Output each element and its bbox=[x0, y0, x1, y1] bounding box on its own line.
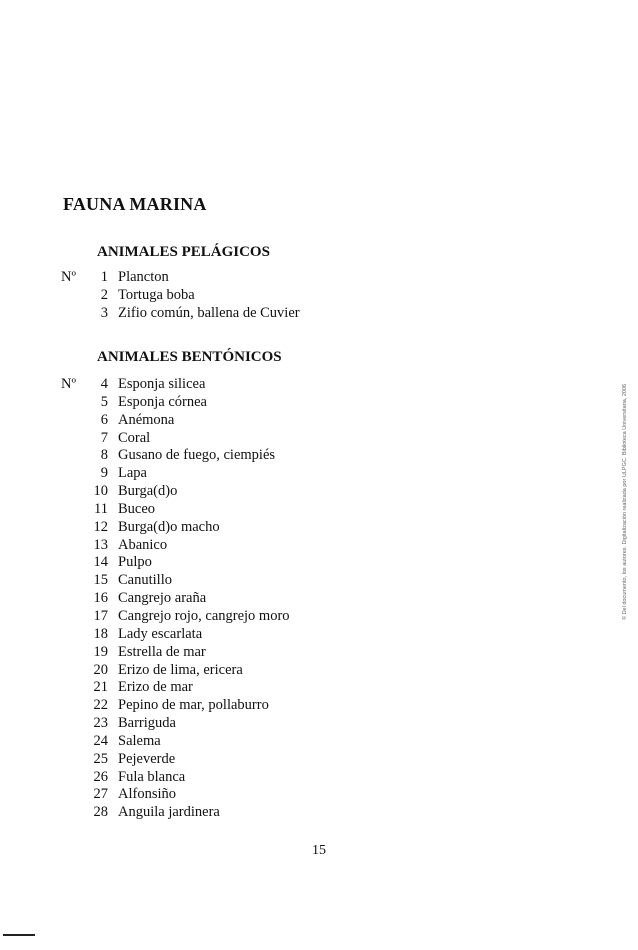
list-item bbox=[80, 287, 300, 305]
item-number: 13 bbox=[93, 536, 108, 553]
item-name: Coral bbox=[118, 429, 151, 446]
corner-rule bbox=[3, 934, 35, 936]
item-name: Fula blanca bbox=[118, 768, 186, 785]
item-number: 21 bbox=[93, 679, 108, 696]
list-item bbox=[80, 804, 290, 822]
list-item bbox=[80, 465, 290, 483]
item-number: 9 bbox=[100, 465, 108, 482]
page-title: FAUNA MARINA bbox=[63, 194, 207, 214]
list-item bbox=[80, 644, 290, 662]
item-number: 3 bbox=[100, 304, 108, 321]
item-name: Salema bbox=[118, 732, 161, 749]
number-label: Nº bbox=[61, 376, 76, 392]
item-number: 19 bbox=[93, 643, 108, 660]
list-item bbox=[80, 394, 290, 412]
item-number: 20 bbox=[93, 661, 108, 678]
list-item bbox=[80, 305, 300, 323]
list-item bbox=[80, 626, 290, 644]
list-item bbox=[80, 430, 290, 448]
item-name: Buceo bbox=[118, 500, 156, 517]
list-item bbox=[80, 751, 290, 769]
list-item bbox=[80, 608, 290, 626]
item-name: Anguila jardinera bbox=[118, 804, 220, 821]
item-number: 10 bbox=[93, 483, 108, 500]
item-number: 28 bbox=[93, 804, 108, 821]
list-item bbox=[80, 269, 300, 287]
page-number: 15 bbox=[312, 843, 326, 858]
item-number: 18 bbox=[93, 625, 108, 642]
item-name: Zifio común, ballena de Cuvier bbox=[118, 304, 300, 321]
digitization-side-note: © Del documento, los autores. Digitalización realizada por ULPGC. Biblioteca Universitaria, 2006 bbox=[622, 383, 628, 620]
list-item bbox=[80, 554, 290, 572]
item-number: 8 bbox=[100, 447, 108, 464]
list-item bbox=[80, 715, 290, 733]
item-name: Cangrejo araña bbox=[118, 590, 207, 607]
item-number: 2 bbox=[100, 286, 108, 303]
item-name: Burga(d)o bbox=[118, 483, 178, 500]
item-number: 24 bbox=[93, 732, 108, 749]
list-item bbox=[80, 519, 290, 537]
benthic-species-list bbox=[80, 376, 290, 822]
item-number: 23 bbox=[93, 715, 108, 732]
list-item bbox=[80, 590, 290, 608]
item-number: 26 bbox=[93, 768, 108, 785]
list-item bbox=[80, 733, 290, 751]
list-item bbox=[80, 447, 290, 465]
item-name: Lady escarlata bbox=[118, 625, 203, 642]
list-item bbox=[80, 697, 290, 715]
item-name: Pulpo bbox=[118, 554, 152, 571]
list-item bbox=[80, 483, 290, 501]
section-heading-pelagic: ANIMALES PELÁGICOS bbox=[97, 244, 270, 260]
list-item bbox=[80, 501, 290, 519]
item-number: 7 bbox=[100, 429, 108, 446]
number-label: Nº bbox=[61, 269, 76, 285]
pelagic-species-list bbox=[80, 269, 300, 323]
item-number: 6 bbox=[100, 411, 108, 428]
list-item bbox=[80, 572, 290, 590]
item-number: 16 bbox=[93, 590, 108, 607]
item-number: 17 bbox=[93, 607, 108, 624]
item-name: Canutillo bbox=[118, 572, 172, 589]
list-item bbox=[80, 412, 290, 430]
item-name: Anémona bbox=[118, 411, 175, 428]
item-name: Esponja silicea bbox=[118, 376, 206, 392]
list-item bbox=[80, 786, 290, 804]
item-number: 27 bbox=[93, 786, 108, 803]
item-name: Pepino de mar, pollaburro bbox=[118, 697, 269, 714]
item-number: 1 bbox=[100, 269, 108, 285]
item-number: 15 bbox=[93, 572, 108, 589]
item-name: Barriguda bbox=[118, 715, 176, 732]
item-number: 11 bbox=[94, 500, 108, 517]
list-item bbox=[80, 537, 290, 555]
item-name: Lapa bbox=[118, 465, 147, 482]
list-item bbox=[80, 376, 290, 394]
item-number: 4 bbox=[100, 376, 108, 392]
item-name: Estrella de mar bbox=[118, 643, 206, 660]
item-name: Cangrejo rojo, cangrejo moro bbox=[118, 607, 290, 624]
item-name: Abanico bbox=[118, 536, 168, 553]
item-number: 12 bbox=[93, 518, 108, 535]
list-item bbox=[80, 769, 290, 787]
list-item bbox=[80, 679, 290, 697]
item-name: Alfonsiño bbox=[118, 786, 176, 803]
item-number: 22 bbox=[93, 697, 108, 714]
item-number: 5 bbox=[100, 393, 108, 410]
item-name: Tortuga boba bbox=[118, 286, 195, 303]
section-heading-benthic: ANIMALES BENTÓNICOS bbox=[97, 349, 282, 365]
item-name: Erizo de mar bbox=[118, 679, 193, 696]
item-name: Erizo de lima, ericera bbox=[118, 661, 243, 678]
item-number: 25 bbox=[93, 750, 108, 767]
item-name: Gusano de fuego, ciempiés bbox=[118, 447, 276, 464]
list-item bbox=[80, 662, 290, 680]
item-name: Esponja córnea bbox=[118, 393, 207, 410]
item-number: 14 bbox=[93, 554, 108, 571]
item-name: Plancton bbox=[118, 269, 169, 285]
item-name: Burga(d)o macho bbox=[118, 518, 220, 535]
item-name: Pejeverde bbox=[118, 750, 176, 767]
